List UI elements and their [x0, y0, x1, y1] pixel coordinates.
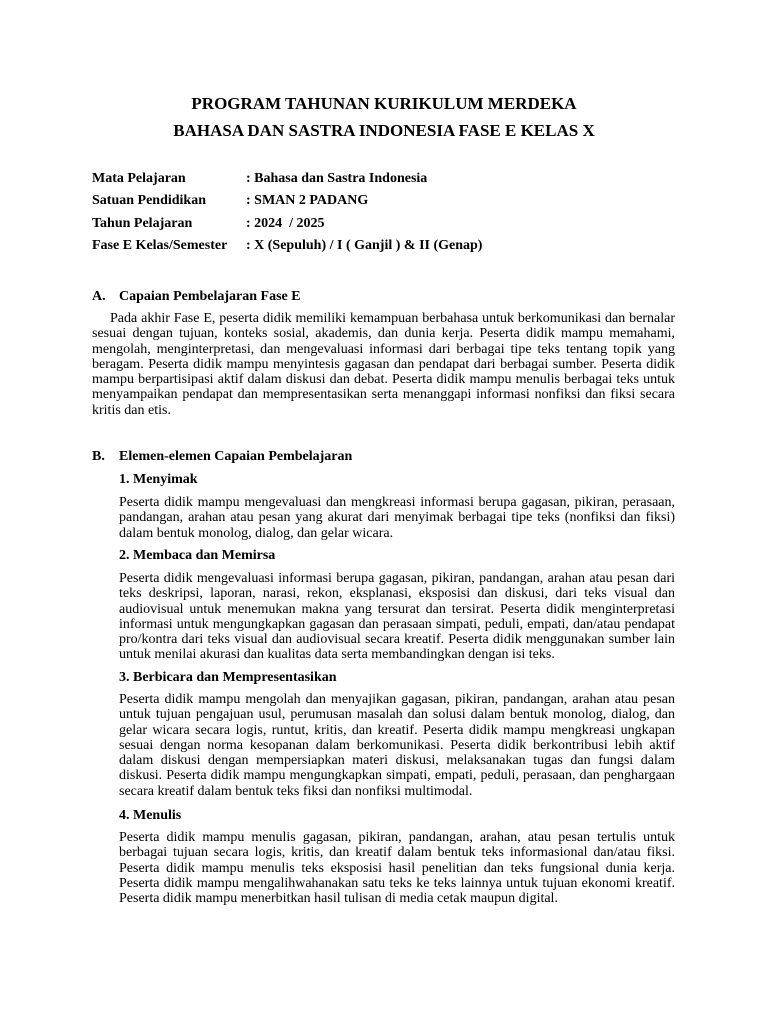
- element-paragraph-membaca-memirsa: Peserta didik mengevaluasi informasi berupa gagasan, pikiran, pandangan, arahan atau pesan dari teks deskripsi, laporan, narasi, rekon, eksplanasi, eksposisi dan diskusi, dari teks visual dan audiovisual untuk menemukan makna yang tersurat dan tersirat. Peserta didik menginterpretasi informasi untuk mengungkapkan gagasan dan perasaan simpati, peduli, empati, dan/atau pendapat pro/kontra dari teks visual dan audiovisual secara kreatif. Peserta didik menggunakan sumber lain untuk menilai akurasi dan kualitas data serta membandingkan dengan isi teks.: [119, 571, 675, 663]
- section-a-title: Capaian Pembelajaran Fase E: [119, 289, 301, 304]
- element-paragraph-menulis: Peserta didik mampu menulis gagasan, pikiran, pandangan, arahan, atau pesan tertulis untuk berbagai tujuan secara logis, kritis, dan kreatif dalam bentuk teks informasional dan/atau fiksi. Peserta didik mampu menulis teks eksposisi hasil penelitian dan teks fungsional dunia kerja. Peserta didik mampu mengalihwahanakan satu teks ke teks lainnya untuk tujuan ekonomi kreatif. Peserta didik mampu menerbitkan hasil tulisan di media cetak maupun digital.: [119, 830, 675, 907]
- section-b-title: Elemen-elemen Capaian Pembelajaran: [119, 449, 353, 464]
- meta-value: : X (Sepuluh) / I ( Ganjil ) & II (Genap): [246, 238, 483, 253]
- section-b-number: B.: [92, 449, 105, 464]
- element-heading-menyimak: 1. Menyimak: [119, 472, 198, 487]
- document-title-line-1: PROGRAM TAHUNAN KURIKULUM MERDEKA: [191, 94, 577, 113]
- element-paragraph-berbicara: Peserta didik mampu mengolah dan menyajikan gagasan, pikiran, pandangan, arahan atau pesan untuk tujuan pengajuan usul, perumusan masalah dan solusi dalam bentuk monolog, dialog, dan gelar wicara secara logis, runtut, kritis, dan kreatif. Peserta didik mampu mengkreasi ungkapan sesuai dengan norma kesopanan dalam berkomunikasi. Peserta didik berkontribusi lebih aktif dalam diskusi dengan mempersiapkan materi diskusi, melaksanakan tugas dan fungsi dalam diskusi. Peserta didik mampu mengungkapkan simpati, empati, peduli, perasaan, dan penghargaan secara kreatif dalam bentuk teks fiksi dan nonfiksi multimodal.: [119, 692, 675, 799]
- meta-value: : Bahasa dan Sastra Indonesia: [246, 171, 428, 186]
- meta-label: Mata Pelajaran: [92, 171, 186, 186]
- meta-label: Satuan Pendidikan: [92, 193, 206, 208]
- meta-value: : SMAN 2 PADANG: [246, 193, 369, 208]
- element-heading-membaca-memirsa: 2. Membaca dan Memirsa: [119, 548, 276, 563]
- meta-value: : 2024 / 2025: [246, 216, 325, 231]
- element-heading-berbicara: 3. Berbicara dan Mempresentasikan: [119, 670, 337, 685]
- section-a-number: A.: [92, 289, 106, 304]
- element-paragraph-menyimak: Peserta didik mampu mengevaluasi dan mengkreasi informasi berupa gagasan, pikiran, perasaan, pandangan, arahan atau pesan yang akurat dari menyimak berbagai tipe teks (nonfiksi dan fiksi) dalam bentuk monolog, dialog, dan gelar wicara.: [119, 495, 675, 541]
- section-a-paragraph: Pada akhir Fase E, peserta didik memiliki kemampuan berbahasa untuk berkomunikasi dan bernalar sesuai dengan tujuan, konteks sosial, akademis, dan dunia kerja. Peserta didik mampu memahami, mengolah, menginterpretasi, dan mengevaluasi informasi dari berbagai tipe teks tentang topik yang beragam. Peserta didik mampu menyintesis gagasan dan pendapat dari berbagai sumber. Peserta didik mampu berpartisipasi aktif dalam diskusi dan debat. Peserta didik mampu menulis berbagai teks untuk menyampaikan pendapat dan mempresentasikan serta menanggapi informasi nonfiksi dan fiksi secara kritis dan etis.: [92, 311, 675, 418]
- element-heading-menulis: 4. Menulis: [119, 808, 182, 823]
- meta-label: Fase E Kelas/Semester: [92, 238, 228, 253]
- meta-label: Tahun Pelajaran: [92, 216, 193, 231]
- document-title-line-2: BAHASA DAN SASTRA INDONESIA FASE E KELAS X: [173, 121, 595, 140]
- section-b-heading: [92, 449, 352, 465]
- section-a-heading: [92, 289, 301, 305]
